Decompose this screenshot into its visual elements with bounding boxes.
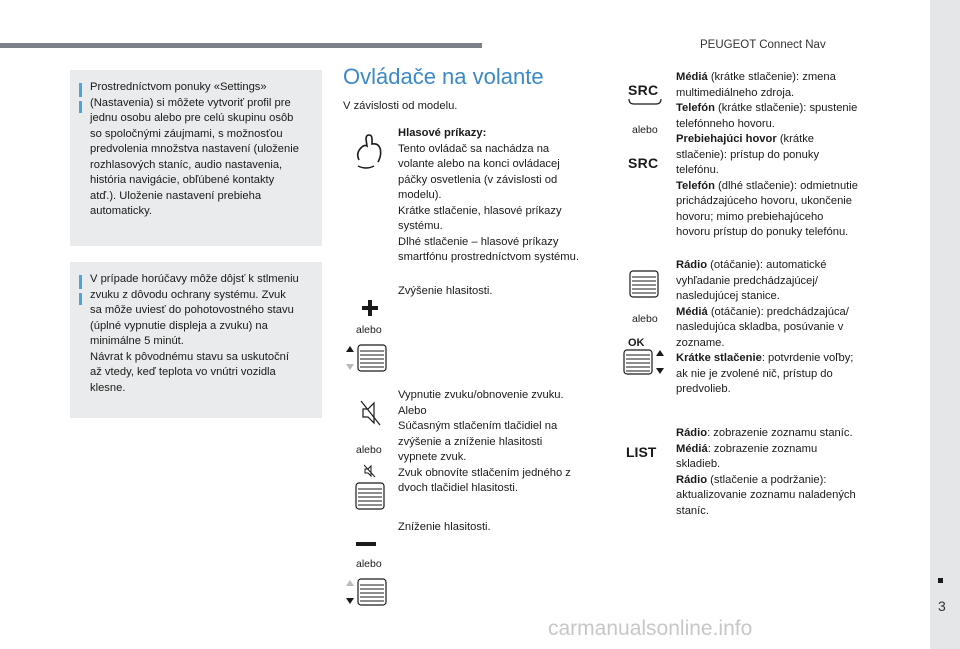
ok-label: OK <box>628 337 645 349</box>
page-marker <box>938 578 943 583</box>
info-note-text: Prostredníctvom ponuky «Settings» (Nastavenia) si môžete vytvoriť profil pre jednu osobu alebo pre celú skupinu osôb so spoločnými záujmami, s možnosťou predvolenia množstva nastavení (uloženie rozhlasových staníc, audio nastavenia, história navigácie, obľúbené kontakty atď.). Uloženie nastavení prebieha automaticky. <box>90 81 299 217</box>
header-rule <box>0 43 482 48</box>
wheel-description <box>676 258 853 398</box>
or-label: alebo <box>356 324 382 336</box>
mute-icon <box>360 400 382 426</box>
or-label: alebo <box>632 124 658 136</box>
page-edge-strip <box>930 0 960 649</box>
short-press-label: Krátke stlačenie <box>676 352 762 364</box>
or-label: alebo <box>356 558 382 570</box>
src-button-label: SRC <box>628 82 659 98</box>
info-icon <box>79 275 82 289</box>
media-label: Médiá <box>676 442 708 455</box>
src-button-label: SRC <box>628 155 659 171</box>
plus-icon <box>362 300 378 316</box>
section-title: Ovládače na volante <box>343 64 544 89</box>
radio-label: Rádio <box>676 259 708 271</box>
minus-icon <box>356 540 376 548</box>
list-button-label: LIST <box>626 444 657 460</box>
media-text: (krátke stlačenie): zmena multimediálneho zdroja. <box>676 71 836 99</box>
media-label: Médiá <box>676 71 708 83</box>
header-title: PEUGEOT Connect Nav <box>700 39 826 51</box>
page-number: 3 <box>938 598 946 614</box>
radio-hold-text: (stlačenie a podržanie): aktualizovanie zoznamu naladených staníc. <box>676 473 856 517</box>
or-label: alebo <box>632 313 658 325</box>
src-press-line-icon <box>628 98 662 106</box>
ongoing-call-text: (krátke stlačenie): prístup do ponuky telefónu. <box>676 133 820 176</box>
list-description <box>676 426 856 519</box>
volume-up-description: Zvýšenie hlasitosti. <box>398 285 493 297</box>
radio-text: : zobrazenie zoznamu staníc. <box>707 427 853 439</box>
voice-command-body: Tento ovládač sa nachádza na volante alebo na konci ovládacej páčky osvetlenia (v závislosti od modelu). Krátke stlačenie, hlasové príkazy systému. Dlhé stlačenie – hlasové príkazy smartfónu prostredníctvom systému. <box>398 142 579 263</box>
info-note-text: V prípade horúčavy môže dôjsť k stlmeniu zvuku z dôvodu ochrany systému. Zvuk sa môže uviesť do pohotovostného stavu (úplné vypnutie displeja a zvuku) na minimálne 5 minút. Návrat k pôvodnému stavu sa uskutoční až vtedy, keď teplota vo vnútri vozidla klesne. <box>90 273 299 394</box>
mute-description: Vypnutie zvuku/obnovenie zvuku. Alebo Súčasným stlačením tlačidiel na zvýšenie a zníženie hlasitosti vypnete zvuk. Zvuk obnovíte stlačením jedného z dvoch tlačidiel hlasitosti. <box>398 389 571 494</box>
voice-command-icon <box>354 130 384 170</box>
info-note-heat <box>70 262 322 418</box>
watermark: carmanualsonline.info <box>548 617 753 640</box>
phone-long-label: Telefón <box>676 179 715 192</box>
voice-command-description <box>398 126 579 266</box>
phone-label: Telefón <box>676 102 715 114</box>
radio-hold-label: Rádio <box>676 473 708 486</box>
radio-label: Rádio <box>676 427 708 439</box>
thumbwheel-rotate-icon <box>628 270 660 298</box>
volume-down-description: Zníženie hlasitosti. <box>398 521 491 533</box>
or-label: alebo <box>356 444 382 456</box>
thumbwheel-press-icon <box>354 482 386 510</box>
info-icon <box>79 83 82 97</box>
phone-text: (krátke stlačenie): spustenie telefónneho hovoru. <box>676 102 858 130</box>
radio-text: (otáčanie): automatické vyhľadanie predchádzajúcej/ nasledujúcej stanice. <box>676 259 827 302</box>
section-subtitle: V závislosti od modelu. <box>343 100 458 112</box>
media-text: (otáčanie): predchádzajúca/ nasledujúca skladba, posúvanie v zozname. <box>676 305 849 349</box>
voice-command-heading: Hlasové príkazy: <box>398 127 487 139</box>
short-press-text: : potvrdenie voľby; ak nie je zvolené nič, prístup do predvolieb. <box>676 352 854 395</box>
thumbwheel-down-icon <box>346 578 388 606</box>
mute-small-icon <box>364 464 376 478</box>
media-label: Médiá <box>676 305 708 318</box>
media-text: : zobrazenie zoznamu skladieb. <box>676 442 818 470</box>
ongoing-call-label: Prebiehajúci hovor <box>676 133 777 145</box>
info-note-settings <box>70 70 322 246</box>
src-description <box>676 70 858 241</box>
thumbwheel-ok-icon <box>622 349 666 375</box>
phone-long-text: (dlhé stlačenie): odmietnutie prichádzajúceho hovoru, ukončenie hovoru; mimo prebiehajúceho hovoru prístup do ponuky telefónu. <box>676 179 858 238</box>
thumbwheel-up-icon <box>346 344 388 372</box>
